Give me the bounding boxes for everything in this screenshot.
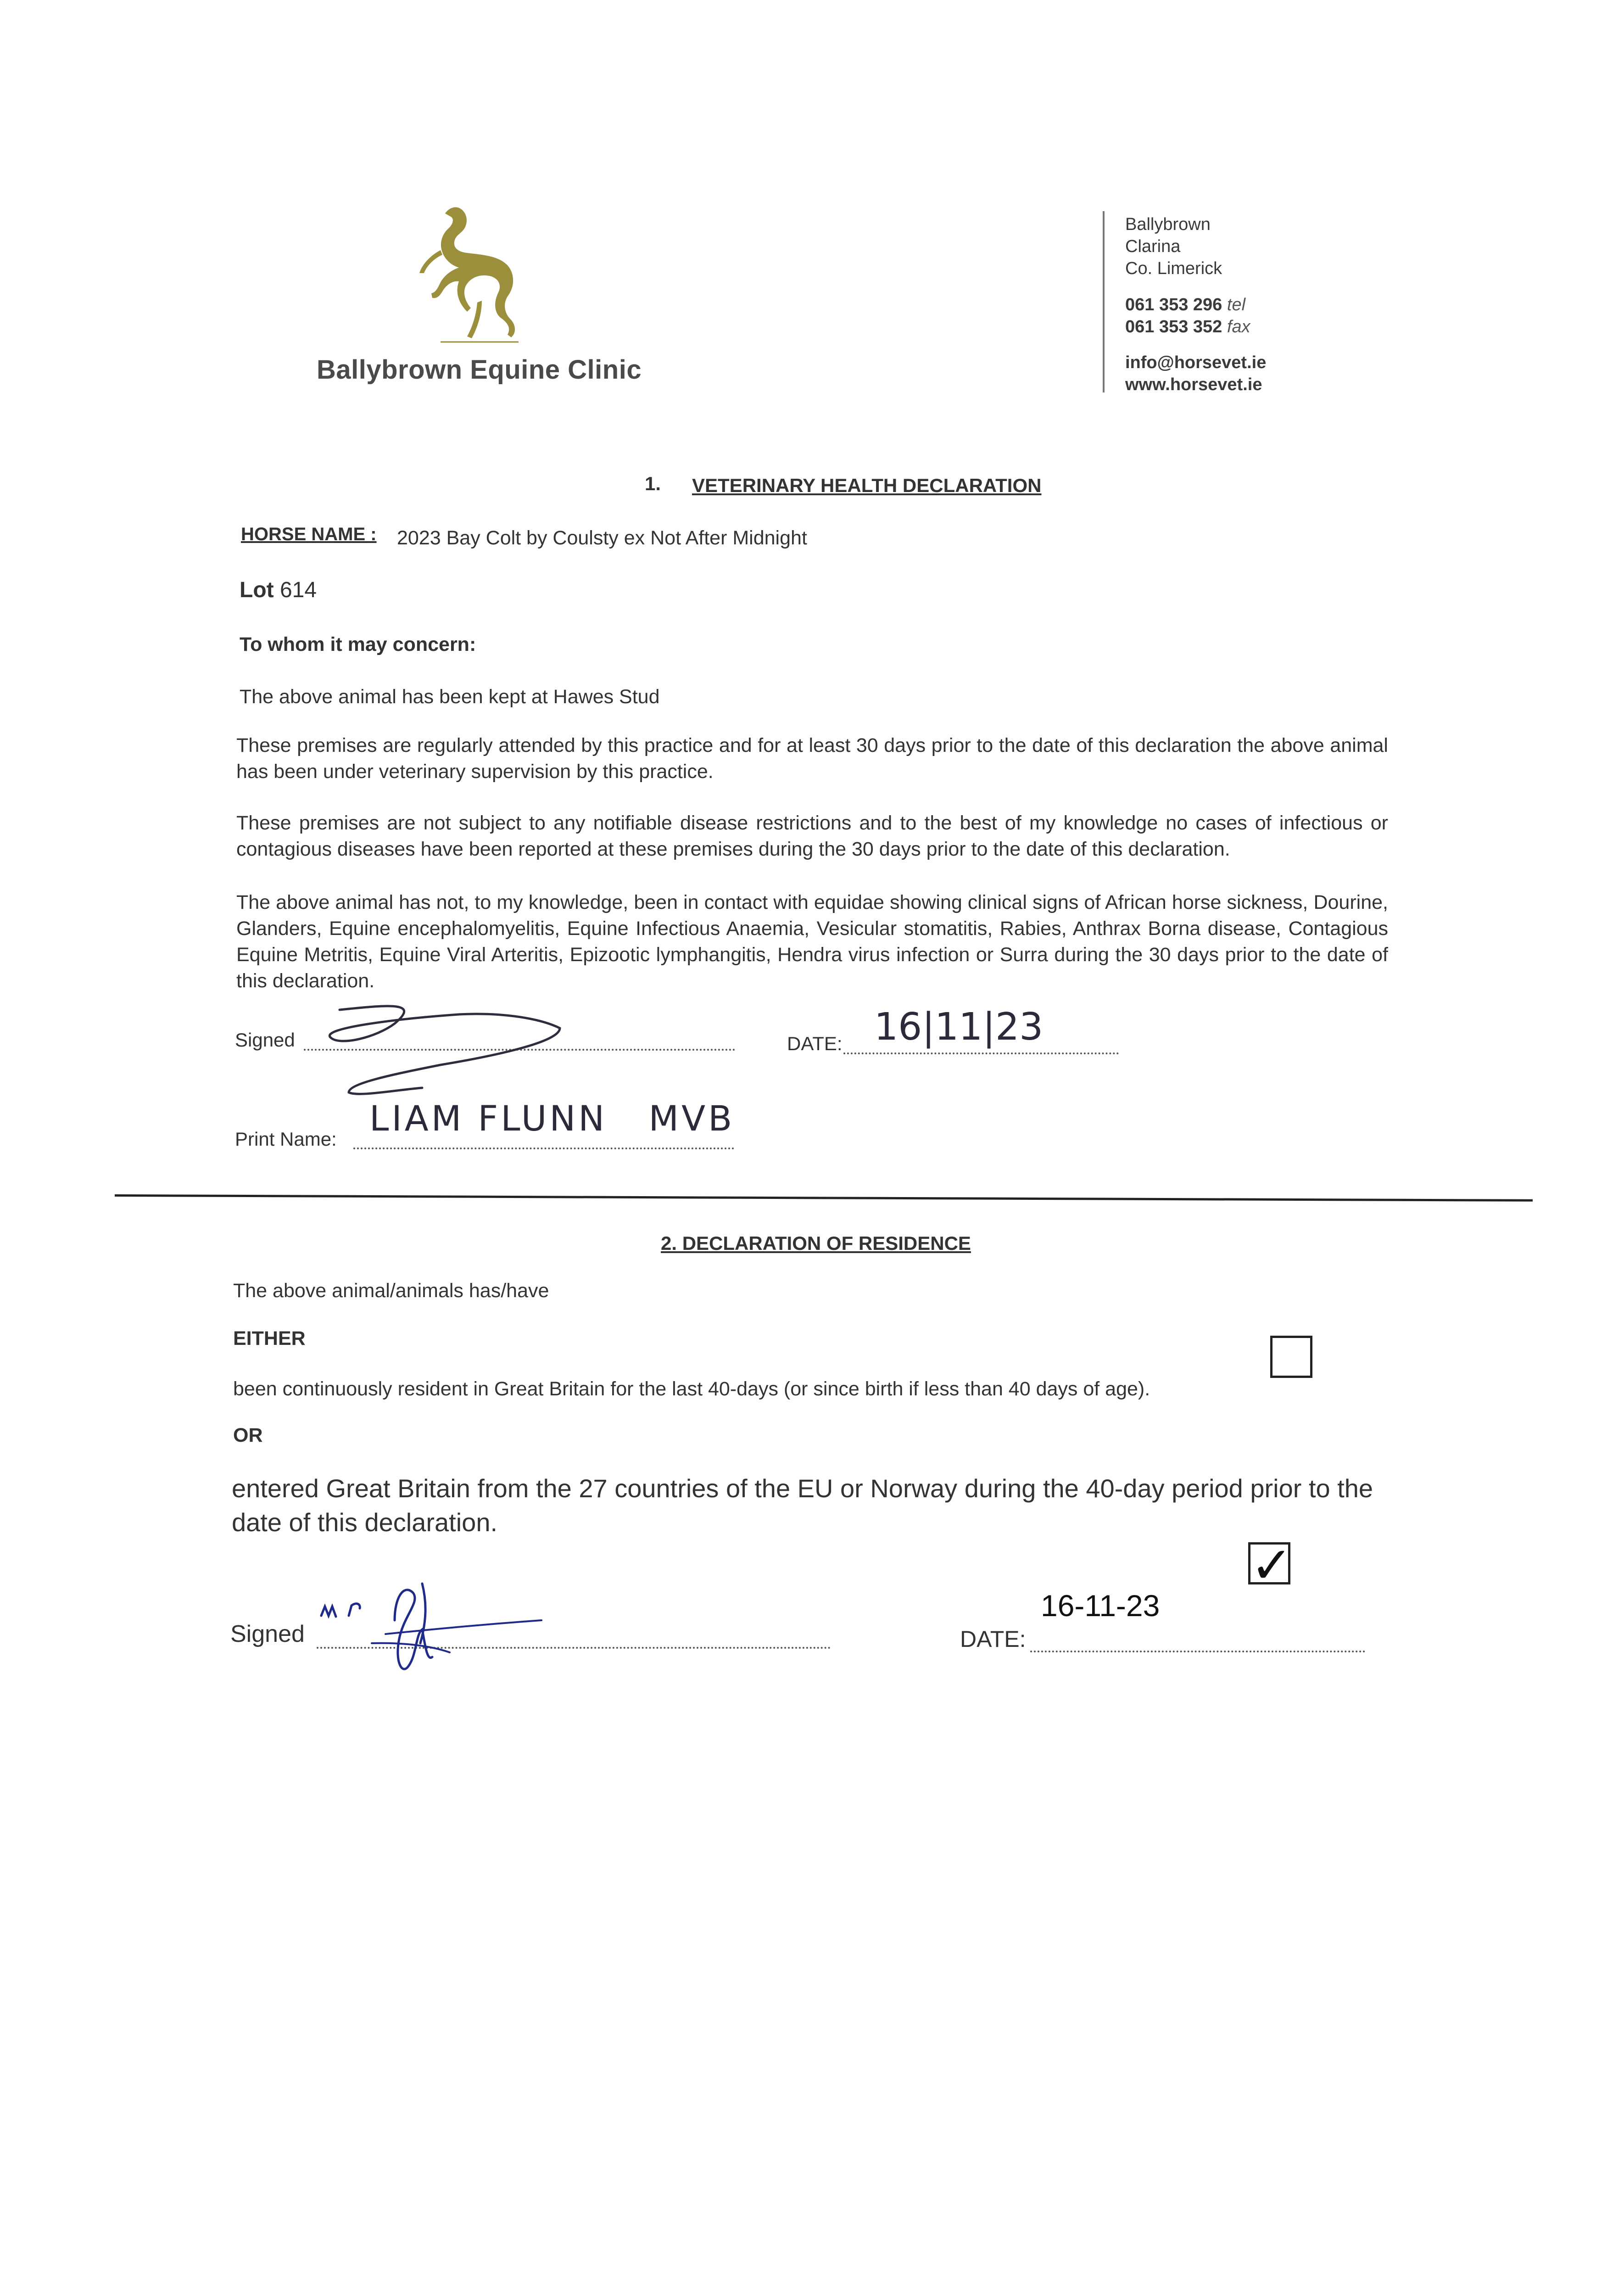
date-line-1 [843,1052,1119,1054]
section-2-title: 2. DECLARATION OF RESIDENCE [661,1232,971,1254]
signed-label-1: Signed [235,1029,295,1051]
print-name-label: Print Name: [235,1128,337,1150]
section-divider [115,1194,1533,1202]
lot-value: 614 [279,578,317,602]
option-2-checkbox[interactable]: ✓ [1248,1542,1290,1584]
address-line-3: Co. Limerick [1125,259,1222,278]
address-line-1: Ballybrown [1125,215,1211,234]
fax-label: fax [1227,317,1250,336]
address-line-2: Clarina [1125,237,1181,256]
lot-label: Lot [240,578,274,602]
salutation: To whom it may concern: [240,633,476,655]
phone-line [1125,294,1245,316]
residence-intro: The above animal/animals has/have [233,1280,549,1302]
option-2-text: entered Great Britain from the 27 countries of the EU or Norway during the 40-day period prior to the date of this declaration. [232,1474,1373,1537]
signed-label-2: Signed [230,1621,305,1647]
option-1-checkbox[interactable] [1270,1336,1312,1378]
or-label: OR [233,1424,263,1446]
email-link[interactable]: info@horsevet.ie [1125,353,1267,372]
declaration-date-2: 16-11-23 [1041,1589,1160,1623]
para-disease-contact: The above animal has not, to my knowledge, been in contact with equidae showing clinical signs of African horse sickness, Dourine, Glanders, Equine encephalomyelitis, Equine Infectious Anaemia, Vesicular stomatitis, Rabies, Anthrax Borna disease, Contagious Equine Metritis, Equine Viral Arteritis, Epizootic lymphangitis, Hendra virus infection or Surra during the 30 days prior to the date of this declaration. [236,891,1388,992]
declaration-date-1: 16|11|23 [874,1005,1044,1049]
option-1-text: been continuously resident in Great Britain for the last 40-days (or since birth if less than 40 days of age). [233,1378,1150,1400]
lot-line [240,577,317,603]
tel-number: 061 353 296 [1125,295,1222,314]
para-premises-attended: These premises are regularly attended by this practice and for at least 30 days prior to the date of this declaration the above animal has been under veterinary supervision by this practice. [236,734,1388,783]
para-kept-at: The above animal has been kept at Hawes Stud [240,686,660,708]
section-1-title: VETERINARY HEALTH DECLARATION [692,475,1042,496]
section-1-number: 1. [645,473,661,494]
tel-label: tel [1227,295,1246,314]
date-label-1: DATE: [787,1033,843,1054]
address-divider [1103,211,1105,392]
para-no-restrictions: These premises are not subject to any notifiable disease restrictions and to the best of my knowledge no cases of infectious or contagious diseases have been reported at these premises during the 30 days prior to the date of this declaration. [236,812,1388,860]
horse-logo-icon [413,204,532,347]
either-label: EITHER [233,1327,306,1349]
horse-name-value: 2023 Bay Colt by Coulsty ex Not After Midnight [397,527,807,549]
clinic-name: Ballybrown Equine Clinic [317,355,642,385]
print-name-value: LIAM FLUNN MVB [369,1098,735,1139]
website-link[interactable]: www.horsevet.ie [1125,375,1262,394]
date-line-2 [1030,1651,1365,1652]
fax-line [1125,316,1250,338]
date-label-2: DATE: [960,1626,1026,1652]
fax-number: 061 353 352 [1125,317,1222,336]
vet-signature [303,987,597,1106]
owner-signature [312,1565,551,1685]
print-name-line [353,1148,734,1149]
horse-name-label: HORSE NAME : [241,524,377,544]
